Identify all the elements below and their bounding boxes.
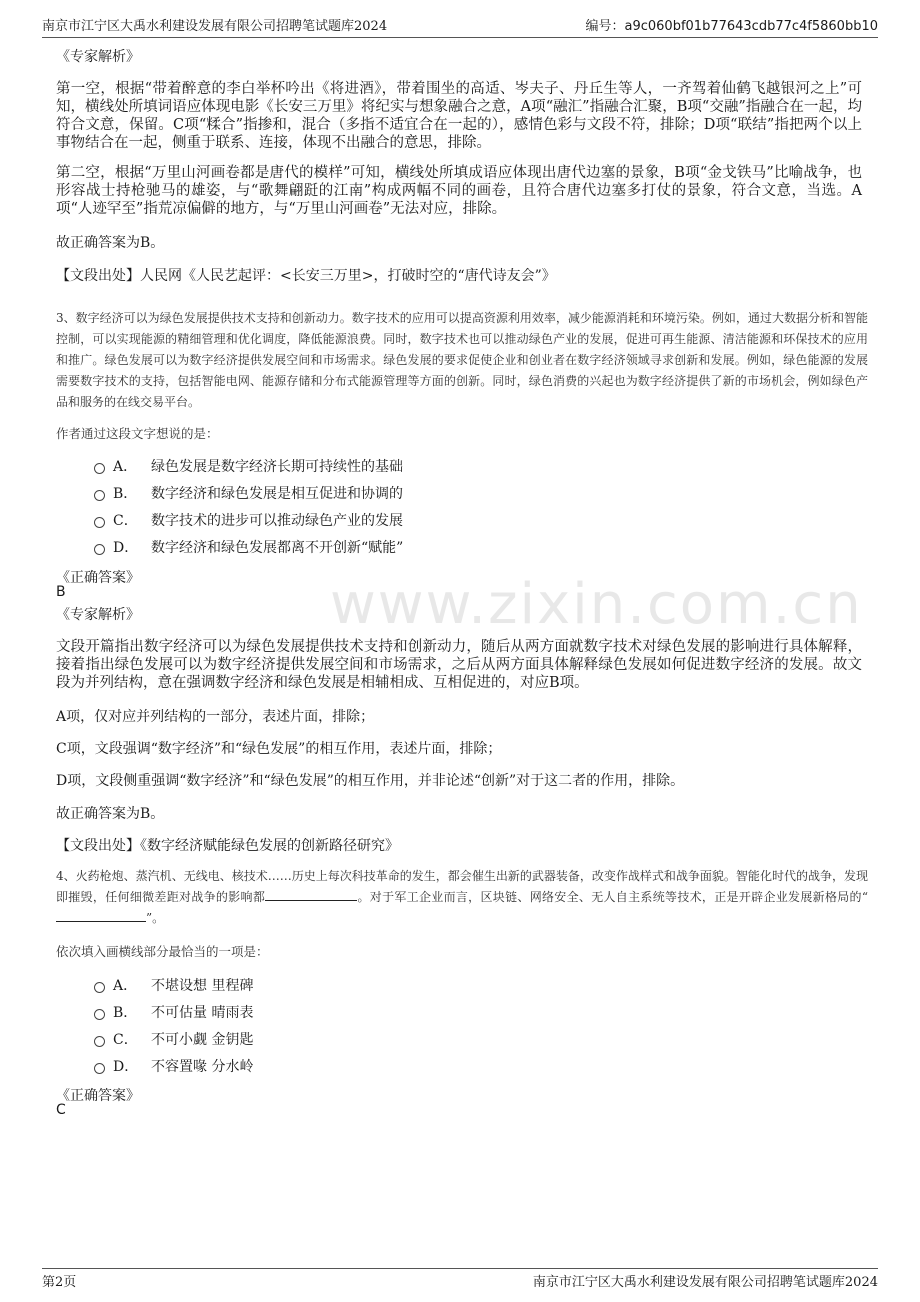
- question-stem-part: 。对于军工企业而言，区块链、网络安全、无人自主系统等技术，正是开辟企业发展新格局的“: [357, 890, 868, 904]
- option-text: 不可小觑 金钥匙: [151, 1032, 254, 1048]
- correct-answer-label: 《正确答案》: [56, 1088, 140, 1104]
- header-doc-id: 编号：a9c060bf01b77643cdb77c4f5860bb10: [585, 19, 878, 34]
- page-footer: [42, 1268, 878, 1291]
- option-c[interactable]: [94, 510, 403, 530]
- radio-icon[interactable]: [94, 982, 105, 993]
- radio-icon[interactable]: [94, 1063, 105, 1074]
- conclusion-text: 故正确答案为B。: [56, 235, 165, 251]
- option-c[interactable]: [94, 1029, 253, 1049]
- question-prompt: 作者通过这段文字想说的是：: [56, 426, 219, 441]
- option-a[interactable]: [94, 975, 253, 995]
- option-letter: B．: [113, 1005, 138, 1021]
- analysis-line: A项，仅对应并列结构的一部分，表述片面，排除；: [56, 709, 375, 725]
- watermark: www.zixin.com.cn: [330, 572, 863, 637]
- option-text: 不堪设想 里程碑: [151, 978, 254, 994]
- question-stem-part: ”。: [146, 911, 165, 925]
- option-letter: D．: [113, 540, 139, 556]
- option-text: 数字经济和绿色发展都离不开创新“赋能”: [151, 540, 404, 556]
- correct-answer-label: 《正确答案》: [56, 570, 140, 586]
- question-stem: [56, 866, 868, 929]
- fill-blank: [56, 909, 146, 922]
- analysis-paragraph: 文段开篇指出数字经济可以为绿色发展提供技术支持和创新动力，随后从两方面就数字技术对绿色发展的影响进行具体解释，接着指出绿色发展可以为数字经济提供发展空间和市场需求，之后从两方面具体解释绿色发展如何促进数字经济的发展。故文段为并列结构，意在强调数字经济和绿色发展是相辅相成、互相促进的，对应B项。: [56, 639, 862, 691]
- radio-icon[interactable]: [94, 490, 105, 501]
- expert-analysis-label: 《专家解析》: [56, 49, 140, 65]
- header-title: 南京市江宁区大禹水利建设发展有限公司招聘笔试题库2024: [42, 19, 388, 34]
- fill-blank: [265, 888, 357, 901]
- option-letter: C．: [113, 1032, 138, 1048]
- option-letter: C．: [113, 513, 138, 529]
- option-d[interactable]: [94, 537, 403, 557]
- radio-icon[interactable]: [94, 1009, 105, 1020]
- page-header: [42, 14, 878, 38]
- option-letter: A．: [113, 459, 138, 475]
- option-letter: B．: [113, 486, 138, 502]
- footer-title: 南京市江宁区大禹水利建设发展有限公司招聘笔试题库2024: [532, 1275, 878, 1290]
- option-text: 不容置喙 分水岭: [151, 1059, 254, 1075]
- question-stem-part: 4、火药枪炮、蒸汽机、无线电、核技术……历史上每次科技革命的发生，都会催生出新的武器装备，改变作战样式和战争面貌。智能化时代的战争，发现即摧毁，任何细微差距对战争的影响都: [56, 869, 868, 904]
- option-letter: A．: [113, 978, 138, 994]
- analysis-paragraph: 第二空，根据“万里山河画卷都是唐代的模样”可知，横线处所填成语应体现出唐代边塞的景象，B项“金戈铁马”比喻战争，也形容战士持枪驰马的雄姿，与“歌舞翩跹的江南”构成两幅不同的画卷，且符合唐代边塞多打仗的景象，符合文意，当选。A项“人迹罕至”指荒凉偏僻的地方，与“万里山河画卷”无法对应，排除。: [56, 165, 862, 217]
- question-stem: 3、数字经济可以为绿色发展提供技术支持和创新动力。数字技术的应用可以提高资源利用效率，减少能源消耗和环境污染。例如，通过大数据分析和智能控制，可以实现能源的精细管理和优化调度，降低能源浪费。同时，数字技术也可以推动绿色产业的发展，促进可再生能源、清洁能源和环保技术的应用和推广。绿色发展可以为数字经济提供发展空间和市场需求。绿色发展的要求促使企业和创业者在数字经济领域寻求创新和发展。例如，绿色能源的发展需要数字技术的支持，包括智能电网、能源存储和分布式能源管理等方面的创新。同时，绿色消费的兴起也为数字经济提供了新的市场机会，例如绿色产品和服务的在线交易平台。: [56, 311, 868, 409]
- option-letter: D．: [113, 1059, 139, 1075]
- option-text: 数字技术的进步可以推动绿色产业的发展: [151, 513, 403, 529]
- correct-answer-value: C: [56, 1102, 66, 1118]
- radio-icon[interactable]: [94, 517, 105, 528]
- option-text: 绿色发展是数字经济长期可持续性的基础: [151, 459, 403, 475]
- analysis-paragraph: 第一空，根据“带着醉意的李白举杯吟出《将进酒》，带着围坐的高适、岑夫子、丹丘生等人，一齐驾着仙鹤飞越银河之上”可知，横线处所填词语应体现电影《长安三万里》将纪实与想象融合之意，A项“融汇”指融合汇聚，B项“交融”指融合在一起，均符合文意，保留。C项“糅合”指掺和，混合（多指不适宜合在一起的），感情色彩与文段不符，排除；D项“联结”指把两个以上事物结合在一起，侧重于联系、连接，体现不出融合的意思，排除。: [56, 81, 862, 151]
- analysis-line: C项，文段强调“数字经济”和“绿色发展”的相互作用，表述片面，排除；: [56, 741, 502, 757]
- conclusion-text: 故正确答案为B。: [56, 806, 165, 822]
- option-text: 数字经济和绿色发展是相互促进和协调的: [151, 486, 403, 502]
- option-a[interactable]: [94, 456, 403, 476]
- source-text: 【文段出处】人民网《人民艺起评：<长安三万里>，打破时空的“唐代诗友会”》: [56, 268, 556, 284]
- page-number: 第2页: [42, 1275, 77, 1290]
- expert-analysis-label: 《专家解析》: [56, 607, 140, 623]
- correct-answer-value: B: [56, 584, 66, 600]
- option-b[interactable]: [94, 483, 403, 503]
- option-d[interactable]: [94, 1056, 253, 1076]
- analysis-line: D项，文段侧重强调“数字经济”和“绿色发展”的相互作用，并非论述“创新”对于这二者的作用，排除。: [56, 773, 685, 789]
- radio-icon[interactable]: [94, 1036, 105, 1047]
- option-text: 不可估量 晴雨表: [151, 1005, 254, 1021]
- radio-icon[interactable]: [94, 463, 105, 474]
- radio-icon[interactable]: [94, 544, 105, 555]
- question-prompt: 依次填入画横线部分最恰当的一项是：: [56, 944, 269, 959]
- source-text: 【文段出处】《数字经济赋能绿色发展的创新路径研究》: [56, 838, 399, 854]
- option-b[interactable]: [94, 1002, 253, 1022]
